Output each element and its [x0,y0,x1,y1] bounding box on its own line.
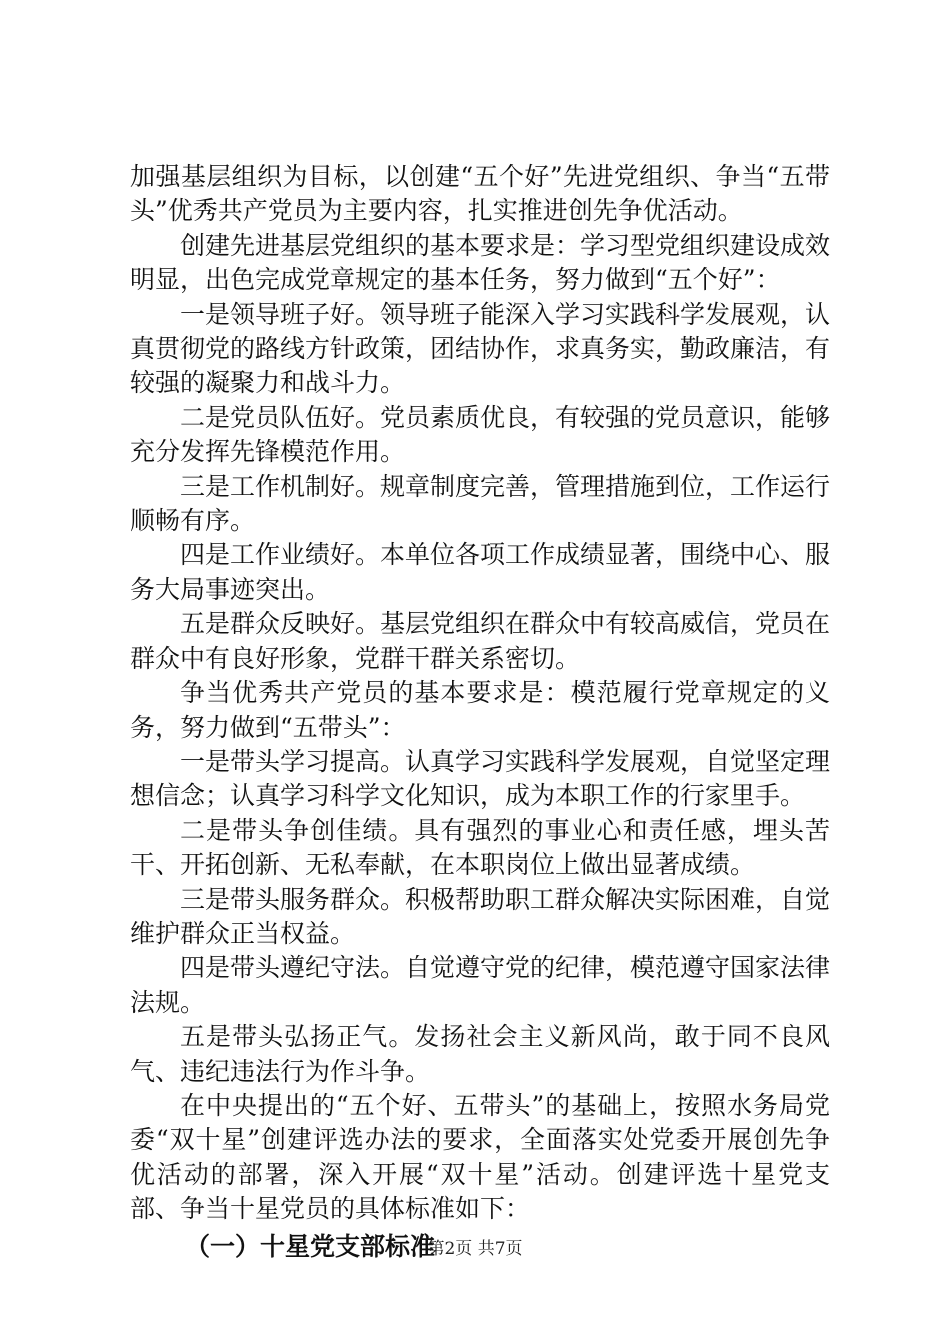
page-footer [0,1238,950,1260]
paragraph-lead-integrity: 五是带头弘扬正气。发扬社会主义新风尚，敢于同不良风气、违纪违法行为作斗争。 [130,1022,830,1086]
paragraph-double-ten-star: 在中央提出的“五个好、五带头”的基础上，按照水务局党委“双十星”创建评选办法的要求，全面落实处党委开展创先争优活动的部署，深入开展“双十星”活动。创建评选十星党支部、争当十星党员的具体标准如下： [130,1090,830,1224]
paragraph-leadership-good: 一是领导班子好。领导班子能深入学习实践科学发展观，认真贯彻党的路线方针政策，团结协作，求真务实，勤政廉洁，有较强的凝聚力和战斗力。 [130,299,831,398]
paragraph-feedback-good: 五是群众反映好。基层党组织在群众中有较高威信，党员在群众中有良好形象，党群干群关系密切。 [130,609,831,673]
paragraph-continuation: 加强基层组织为目标，以创建“五个好”先进党组织、争当“五带头”优秀共产党员为主要内容，扎实推进创先争优活动。 [130,162,830,226]
paragraph-performance-good: 四是工作业绩好。本单位各项工作成绩显著，围绕中心、服务大局事迹突出。 [130,540,831,604]
paragraph-lead-achievement: 二是带头争创佳绩。具有强烈的事业心和责任感，埋头苦干、开拓创新、无私奉献，在本职岗位上做出显著成绩。 [130,815,830,880]
paragraph-member-requirements: 争当优秀共产党员的基本要求是：模范履行党章规定的义务，努力做到“五带头”： [130,678,830,742]
page-number-label: 第2页 共7页 [427,1239,523,1259]
paragraph-lead-service: 三是带头服务群众。积极帮助职工群众解决实际困难，自觉维护群众正当权益。 [130,884,831,948]
paragraph-lead-study: 一是带头学习提高。认真学习实践科学发展观，自觉坚定理想信念；认真学习科学文化知识，成为本职工作的行家里手。 [130,746,831,811]
paragraph-lead-discipline: 四是带头遵纪守法。自觉遵守党的纪律，模范遵守国家法律法规。 [130,953,831,1017]
section-heading: （一）十星党支部标准 [185,1231,436,1261]
document-body [130,160,830,1265]
paragraph-organization-requirements: 创建先进基层党组织的基本要求是：学习型党组织建设成效明显，出色完成党章规定的基本任务，努力做到“五个好”： [130,230,831,295]
paragraph-team-good: 二是党员队伍好。党员素质优良，有较强的党员意识，能够充分发挥先锋模范作用。 [130,402,831,467]
paragraph-mechanism-good: 三是工作机制好。规章制度完善，管理措施到位，工作运行顺畅有序。 [130,471,831,536]
